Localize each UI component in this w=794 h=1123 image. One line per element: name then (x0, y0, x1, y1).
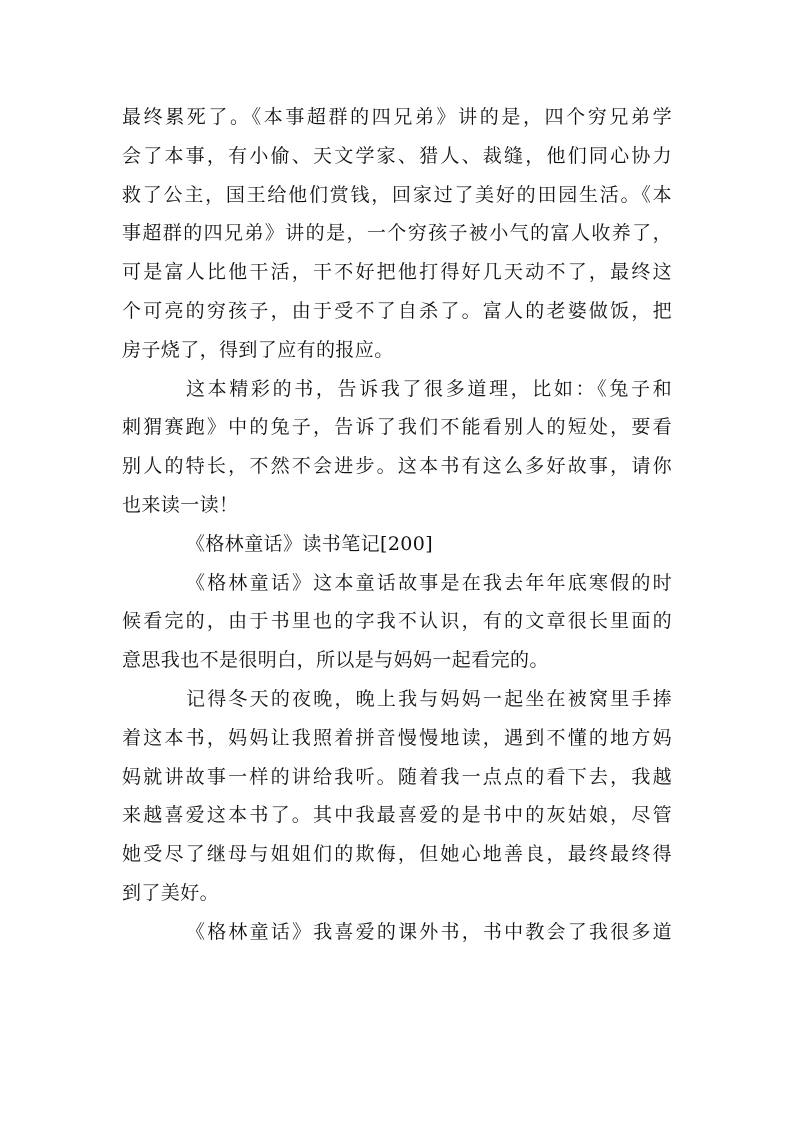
text-line: 《格林童话》我喜爱的课外书，书中教会了我很多道 (186, 920, 672, 943)
text-line: 救了公主，国王给他们赏钱，回家过了美好的田园生活。《本 (122, 183, 672, 206)
text-line: 到了美好。 (122, 881, 220, 904)
text-line: 这本精彩的书，告诉我了很多道理，比如：《兔子和 (186, 377, 672, 400)
text-line: 妈就讲故事一样的讲给我听。随着我一点点的看下去，我越 (122, 765, 672, 788)
text-line: 记得冬天的夜晚，晚上我与妈妈一起坐在被窝里手捧 (186, 687, 672, 710)
text-line: 《格林童话》这本童话故事是在我去年年底寒假的时 (186, 571, 672, 594)
text-line: 刺猬赛跑》中的兔子，告诉了我们不能看别人的短处，要看 (122, 416, 672, 439)
text-line: 房子烧了，得到了应有的报应。 (122, 338, 394, 361)
text-line: 可是富人比他干活，干不好把他打得好几天动不了，最终这 (122, 261, 672, 284)
text-line: 也来读一读！ (122, 493, 239, 516)
text-line: 她受尽了继母与姐姐们的欺侮，但她心地善良，最终最终得 (122, 843, 672, 866)
body-text (122, 98, 672, 952)
text-line: 事超群的四兄弟》讲的是，一个穷孩子被小气的富人收养了， (122, 222, 672, 245)
text-line: 最终累死了。《本事超群的四兄弟》讲的是，四个穷兄弟学 (122, 106, 672, 128)
text-line: 着这本书，妈妈让我照着拼音慢慢地读，遇到不懂的地方妈 (122, 726, 672, 749)
text-line: 意思我也不是很明白，所以是与妈妈一起看完的。 (122, 649, 549, 672)
text-line: 别人的特长，不然不会进步。这本书有这么多好故事，请你 (122, 455, 672, 478)
text-line: 来越喜爱这本书了。其中我最喜爱的是书中的灰姑娘，尽管 (122, 804, 672, 827)
text-line: 个可亮的穷孩子，由于受不了自杀了。富人的老婆做饭，把 (122, 299, 672, 322)
text-line: 会了本事，有小偷、天文学家、猎人、裁缝，他们同心协力 (122, 144, 672, 167)
section-heading: 《格林童话》读书笔记[200] (186, 532, 434, 555)
text-line: 候看完的，由于书里也的字我不认识，有的文章很长里面的 (122, 610, 672, 633)
